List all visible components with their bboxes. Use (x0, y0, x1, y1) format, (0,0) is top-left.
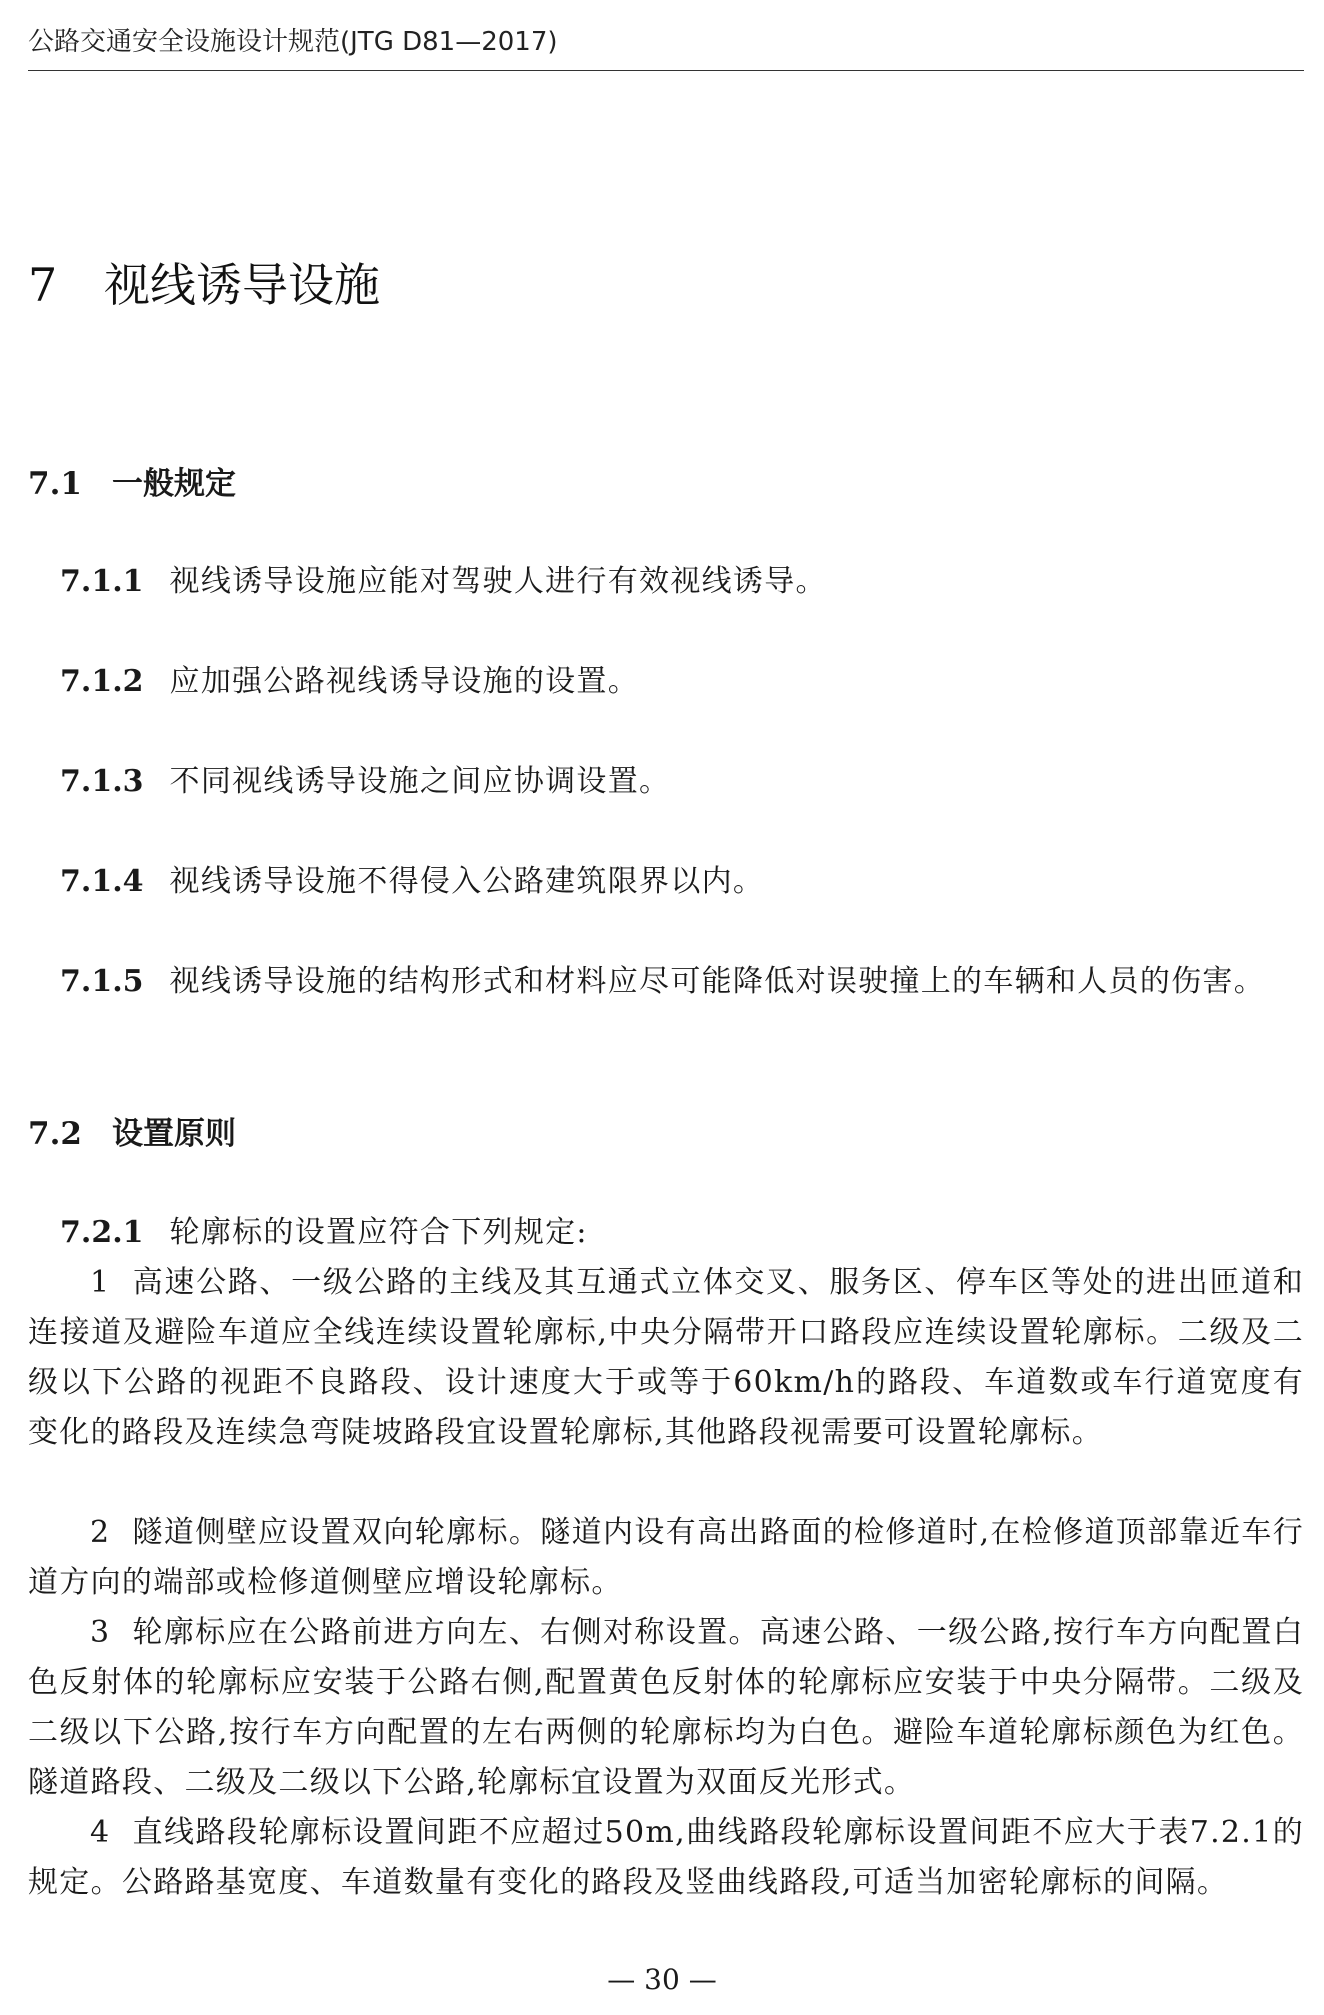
item-number: 3 (90, 1615, 111, 1650)
clause-number: 7.2.1 (60, 1215, 144, 1250)
list-item-2 (28, 1508, 1304, 1608)
item-number: 2 (90, 1515, 111, 1550)
item-text: 轮廓标应在公路前进方向左、右侧对称设置。高速公路、一级公路,按行车方向配置白色反射体的轮廓标应安装于公路右侧,配置黄色反射体的轮廓标应安装于中央分隔带。二级及二级以下公路,按行车方向配置的左右两侧的轮廓标均为白色。避险车道轮廓标颜色为红色。隧道路段、二级及二级以下公路,轮廓标宜设置为双面反光形式。 (28, 1615, 1304, 1800)
clause-7-1-1 (28, 557, 1304, 607)
list-item-4 (28, 1808, 1304, 1908)
header-rule (28, 70, 1304, 71)
clause-text: 视线诱导设施应能对驾驶人进行有效视线诱导。 (169, 564, 827, 599)
clause-text: 轮廓标的设置应符合下列规定: (169, 1215, 588, 1250)
clause-7-1-2 (28, 657, 1304, 707)
clause-number: 7.1.5 (60, 964, 144, 999)
section-heading-7-1 (28, 460, 236, 508)
clause-number: 7.1.4 (60, 864, 144, 899)
clause-text: 不同视线诱导设施之间应协调设置。 (169, 764, 671, 799)
clause-number: 7.1.2 (60, 664, 144, 699)
clause-text: 视线诱导设施的结构形式和材料应尽可能降低对误驶撞上的车辆和人员的伤害。 (169, 964, 1266, 999)
clause-text: 视线诱导设施不得侵入公路建筑限界以内。 (169, 864, 765, 899)
list-item-1 (28, 1258, 1304, 1458)
running-header: 公路交通安全设施设计规范(JTG D81—2017) (28, 27, 558, 57)
section-number: 7.2 (28, 1116, 82, 1152)
section-heading-7-2 (28, 1110, 236, 1158)
chapter-number: 7 (28, 258, 58, 312)
section-number: 7.1 (28, 466, 82, 502)
clause-7-2-1 (28, 1208, 1304, 1258)
clause-7-1-5 (28, 957, 1304, 1007)
item-text: 隧道侧壁应设置双向轮廓标。隧道内设有高出路面的检修道时,在检修道顶部靠近车行道方向的端部或检修道侧壁应增设轮廓标。 (28, 1515, 1304, 1600)
clause-number: 7.1.1 (60, 564, 144, 599)
item-number: 4 (90, 1815, 111, 1850)
chapter-title-text: 视线诱导设施 (104, 258, 380, 312)
list-item-3 (28, 1608, 1304, 1808)
section-title: 设置原则 (112, 1116, 236, 1152)
clause-7-1-4 (28, 857, 1304, 907)
item-text: 高速公路、一级公路的主线及其互通式立体交叉、服务区、停车区等处的进出匝道和连接道及避险车道应全线连续设置轮廓标,中央分隔带开口路段应连续设置轮廓标。二级及二级以下公路的视距不良路段、设计速度大于或等于60km/h的路段、车道数或车行道宽度有变化的路段及连续急弯陡坡路段宜设置轮廓标,其他路段视需要可设置轮廓标。 (28, 1265, 1304, 1450)
section-title: 一般规定 (112, 466, 236, 502)
clause-number: 7.1.3 (60, 764, 144, 799)
chapter-title (28, 250, 380, 320)
clause-7-1-3 (28, 757, 1304, 807)
clause-text: 应加强公路视线诱导设施的设置。 (169, 664, 640, 699)
item-text: 直线路段轮廓标设置间距不应超过50m,曲线路段轮廓标设置间距不应大于表7.2.1的规定。公路路基宽度、车道数量有变化的路段及竖曲线路段,可适当加密轮廓标的间隔。 (28, 1815, 1304, 1900)
item-number: 1 (90, 1265, 111, 1300)
page-number: — 30 — (607, 1963, 717, 1996)
